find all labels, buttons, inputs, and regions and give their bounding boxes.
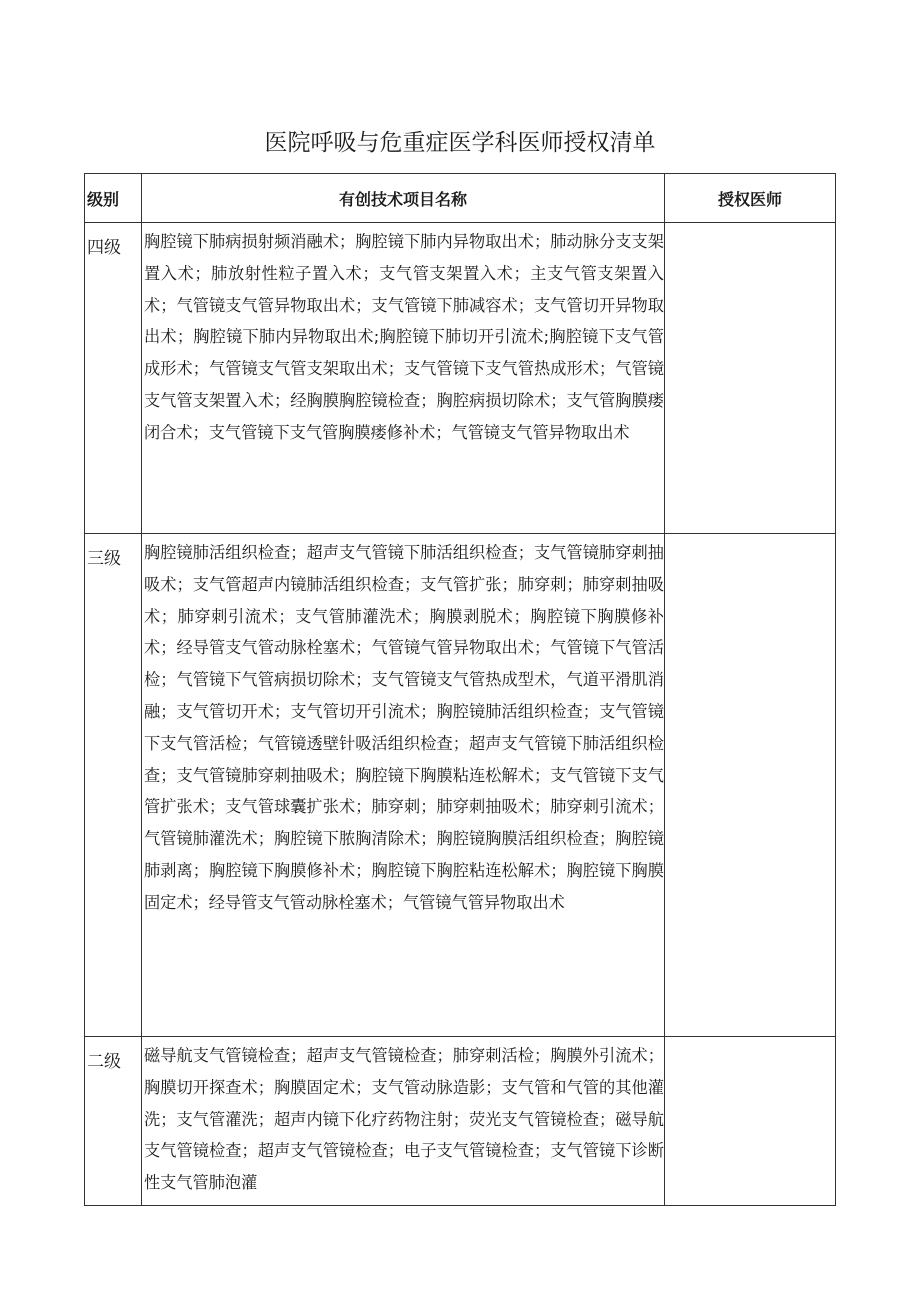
procedure-list-cell: 磁导航支气管镜检查；超声支气管镜检查；肺穿刺活检；胸膜外引流术；胸膜切开探查术；胸膜固定术；支气管动脉造影；支气管和气管的其他灌洗；支气管灌洗；超声内镜下化疗药物注射；荧光支气管镜检查；磁导航支气管镜检查；超声支气管镜检查；电子支气管镜检查；支气管镜下诊断性支气管肺泡灌	[142, 1037, 665, 1206]
header-procedure-names: 有创技术项目名称	[142, 174, 665, 223]
level-cell: 二级	[85, 1037, 142, 1206]
level-cell: 三级	[85, 534, 142, 1037]
header-level: 级别	[85, 174, 142, 223]
table-row	[85, 534, 836, 1037]
table-row	[85, 223, 836, 534]
table-row	[85, 1037, 836, 1206]
header-authorized-physician: 授权医师	[665, 174, 836, 223]
document-title: 医院呼吸与危重症医学科医师授权清单	[264, 130, 656, 156]
authorization-table	[84, 173, 836, 1206]
table-header-row	[85, 174, 836, 223]
physician-cell[interactable]	[665, 223, 836, 534]
level-cell: 四级	[85, 223, 142, 534]
physician-cell[interactable]	[665, 1037, 836, 1206]
physician-cell[interactable]	[665, 534, 836, 1037]
procedure-list-cell: 胸腔镜下肺病损射频消融术；胸腔镜下肺内异物取出术；肺动脉分支支架置入术；肺放射性粒子置入术；支气管支架置入术；主支气管支架置入术；气管镜支气管异物取出术；支气管镜下肺减容术；支气管切开异物取出术；胸腔镜下肺内异物取出术;胸腔镜下肺切开引流术;胸腔镜下支气管成形术；气管镜支气管支架取出术；支气管镜下支气管热成形术；气管镜支气管支架置入术；经胸膜胸腔镜检查；胸腔病损切除术；支气管胸膜瘘闭合术；支气管镜下支气管胸膜瘘修补术；气管镜支气管异物取出术	[142, 223, 665, 534]
procedure-list-cell: 胸腔镜肺活组织检查；超声支气管镜下肺活组织检查；支气管镜肺穿刺抽吸术；支气管超声内镜肺活组织检查；支气管扩张；肺穿刺；肺穿刺抽吸术；肺穿刺引流术；支气管肺灌洗术；胸膜剥脱术；胸腔镜下胸膜修补术；经导管支气管动脉栓塞术；气管镜气管异物取出术；气管镜下气管活检；气管镜下气管病损切除术；支气管镜支气管热成型术，气道平滑肌消融；支气管切开术；支气管切开引流术；胸腔镜肺活组织检查；支气管镜下支气管活检；气管镜透壁针吸活组织检查；超声支气管镜下肺活组织检查；支气管镜肺穿刺抽吸术；胸腔镜下胸膜粘连松解术；支气管镜下支气管扩张术；支气管球囊扩张术；肺穿刺；肺穿刺抽吸术；肺穿刺引流术；气管镜肺灌洗术；胸腔镜下脓胸清除术；胸腔镜胸膜活组织检查；胸腔镜肺剥离；胸腔镜下胸膜修补术；胸腔镜下胸腔粘连松解术；胸腔镜下胸膜固定术；经导管支气管动脉栓塞术；气管镜气管异物取出术	[142, 534, 665, 1037]
